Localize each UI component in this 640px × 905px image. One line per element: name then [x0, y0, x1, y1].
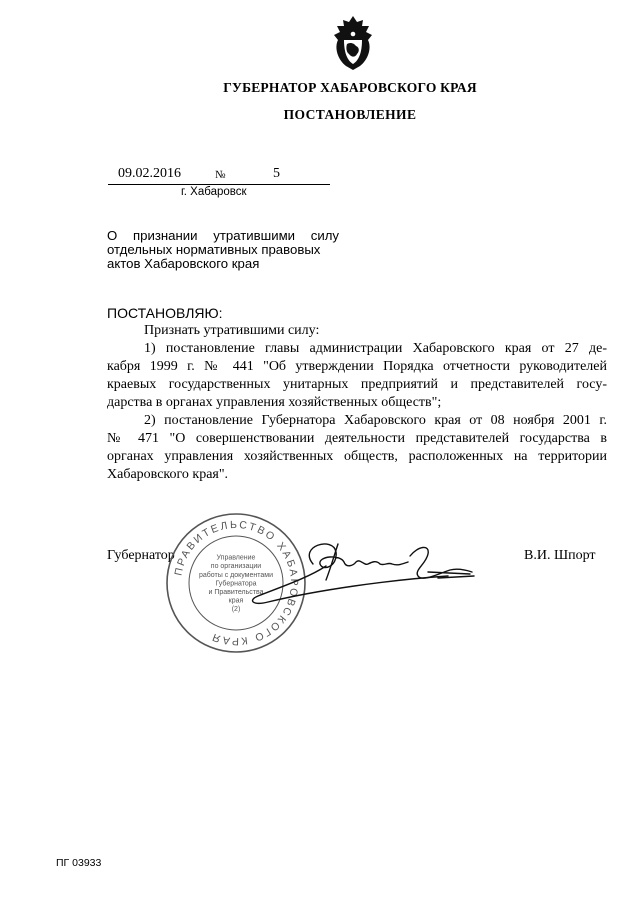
body-line: кабря 1999 г. № 441 "Об утверждении Порядка отчетности руководителей — [107, 359, 607, 374]
document-date: 09.02.2016 — [118, 166, 181, 181]
signer-title: Губернатор — [107, 548, 175, 563]
stamp-inner-line: по организации — [210, 563, 262, 571]
stamp-inner-line: и Правительства — [208, 589, 264, 596]
body-line: органах управления хозяйственных обществ, расположенных на территории — [107, 449, 607, 464]
body-line: краевых государственных унитарных предприятий и представителей госу- — [107, 377, 607, 392]
document-body — [107, 322, 607, 484]
city: г. Хабаровск — [181, 186, 247, 198]
stamp-ring-text: ПРАВИТЕЛЬСТВО ХАБАРОВСКОГО КРАЯ — [172, 518, 301, 648]
body-line: дарства в органах управления хозяйственных обществ"; — [107, 395, 442, 410]
signer-name: В.И. Шпорт — [524, 548, 596, 563]
preamble: ПОСТАНОВЛЯЮ: — [107, 305, 223, 321]
document-subject — [107, 229, 339, 271]
registration-line — [108, 166, 330, 185]
stamp-inner-line: края — [228, 597, 244, 605]
body-line: Хабаровского края". — [107, 467, 229, 482]
body-line: 2) постановление Губернатора Хабаровского края от 08 ноября 2001 г. — [144, 413, 607, 428]
document-type: ПОСТАНОВЛЕНИЕ — [283, 107, 417, 122]
stamp-inner-line: работы с документами — [198, 571, 274, 579]
body-line: Признать утратившими силу: — [144, 323, 320, 338]
number-sign: № — [215, 169, 226, 181]
stamp-inner-line: Губернатора — [215, 580, 257, 588]
body-line: № 471 "О совершенствовании деятельности представителей государства в — [107, 431, 607, 446]
coat-of-arms-icon — [328, 14, 378, 72]
subject-line: О признании утратившими силу — [107, 228, 339, 243]
body-line: 1) постановление главы администрации Хабаровского края от 27 де- — [144, 341, 607, 356]
handwritten-signature — [238, 536, 478, 610]
form-code: ПГ 03933 — [56, 857, 102, 869]
stamp-inner-line: Управление — [216, 554, 256, 562]
subject-line: актов Хабаровского края — [107, 256, 260, 271]
stamp-inner-line: (2) — [231, 606, 241, 614]
subject-line: отдельных нормативных правовых — [107, 242, 321, 257]
document-number: 5 — [273, 166, 280, 181]
issuing-authority: ГУБЕРНАТОР ХАБАРОВСКОГО КРАЯ — [223, 80, 477, 95]
